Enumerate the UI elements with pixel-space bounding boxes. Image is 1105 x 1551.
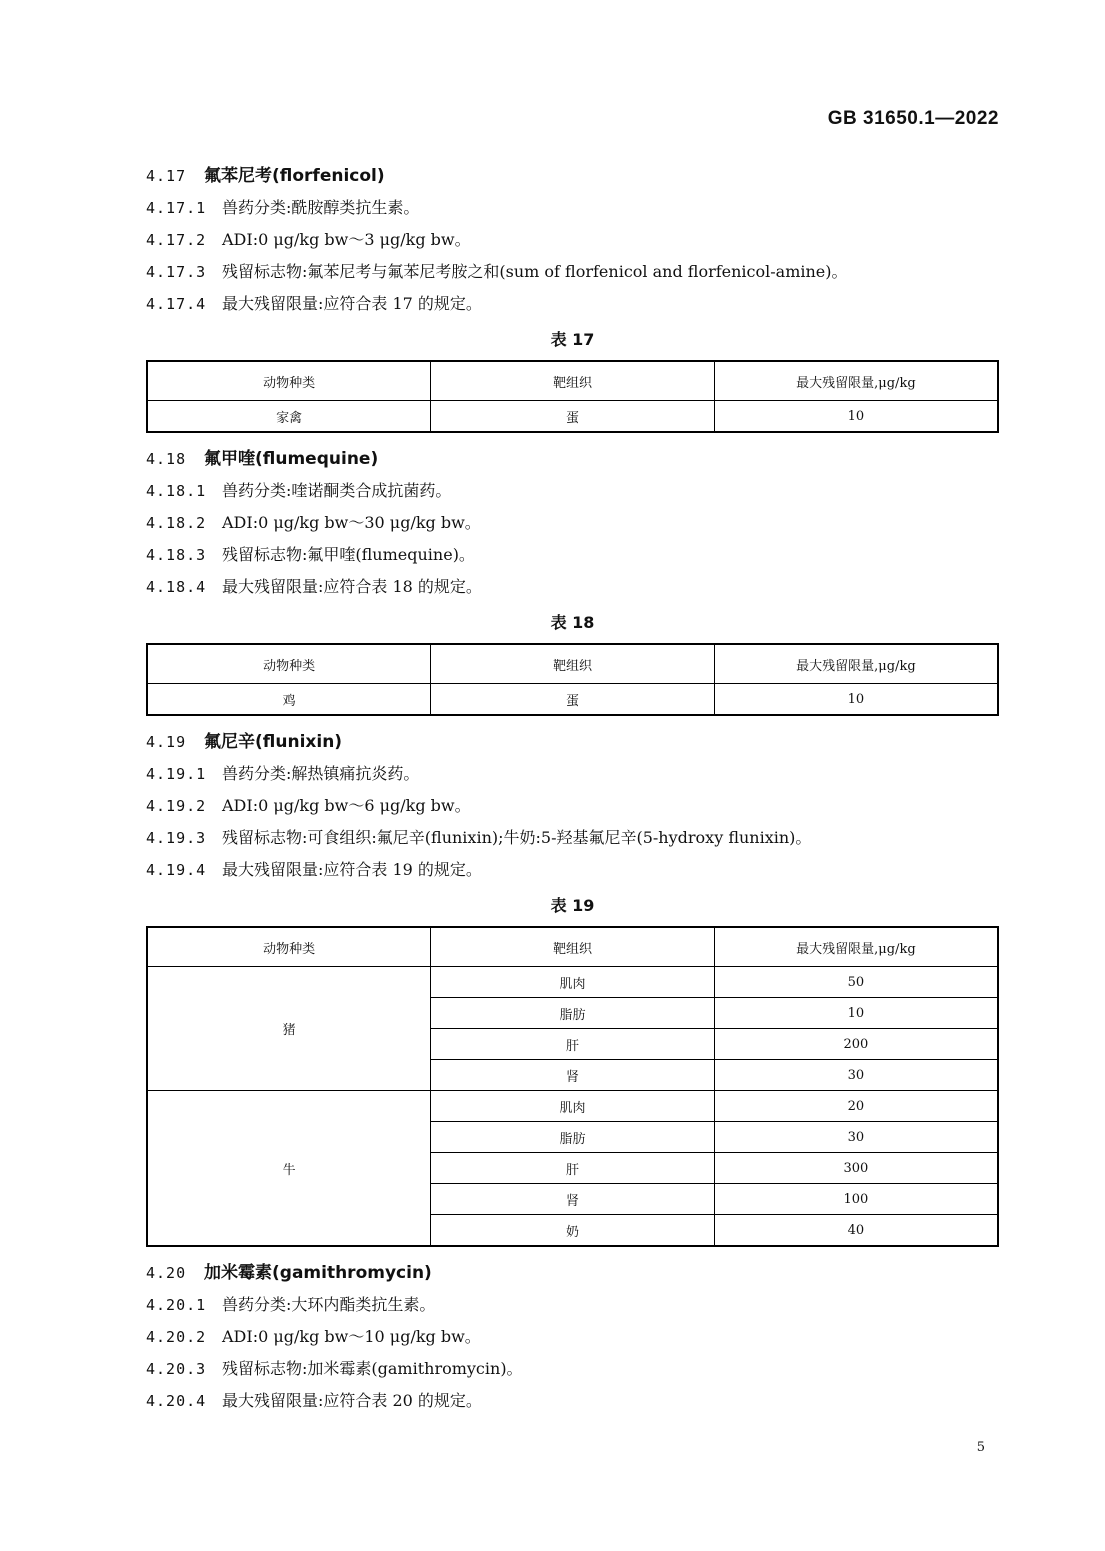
clause [146, 790, 999, 822]
clause-number: 4.20.2 [146, 1328, 207, 1346]
clause [146, 539, 999, 571]
clause [146, 507, 999, 539]
table-caption: 表 18 [550, 613, 595, 632]
clause-number: 4.19.3 [146, 829, 207, 847]
clause-text: 兽药分类:解热镇痛抗炎药。 [222, 764, 420, 783]
clause-text: 残留标志物:氟甲喹(flumequine)。 [222, 545, 475, 564]
section-number: 4.20 [146, 1264, 187, 1282]
clause-text: 残留标志物:氟苯尼考与氟苯尼考胺之和(sum of florfenicol and florfenicol-amine)。 [222, 262, 848, 281]
cell-tissue: 脂肪 [431, 1122, 715, 1153]
table-caption: 表 17 [550, 330, 595, 349]
clause [146, 1385, 999, 1417]
section-title: 氟甲喹(flumequine) [204, 449, 379, 469]
clause-number: 4.20.1 [146, 1296, 207, 1314]
table-row [147, 967, 998, 998]
column-header-limit: 最大残留限量,μg/kg [714, 361, 998, 401]
clause [146, 192, 999, 224]
cell-limit: 10 [714, 684, 998, 716]
table-header-row [147, 361, 998, 401]
section-heading [146, 443, 999, 475]
column-header-limit: 最大残留限量,μg/kg [714, 927, 998, 967]
cell-tissue: 蛋 [431, 401, 715, 433]
mrl-table-19 [146, 926, 999, 1247]
cell-limit: 10 [714, 998, 998, 1029]
column-header-tissue: 靶组织 [431, 361, 715, 401]
clause-text: 兽药分类:酰胺醇类抗生素。 [222, 198, 420, 217]
clause [146, 475, 999, 507]
clause-text: 最大残留限量:应符合表 18 的规定。 [222, 577, 482, 596]
cell-animal: 家禽 [147, 401, 431, 433]
cell-tissue: 肝 [431, 1153, 715, 1184]
cell-animal: 鸡 [147, 684, 431, 716]
clause-number: 4.18.3 [146, 546, 207, 564]
clause [146, 256, 999, 288]
clause-number: 4.19.4 [146, 861, 207, 879]
section-heading [146, 1257, 999, 1289]
clause [146, 758, 999, 790]
cell-limit: 200 [714, 1029, 998, 1060]
clause-number: 4.19.2 [146, 797, 207, 815]
section-title: 氟苯尼考(florfenicol) [204, 166, 385, 186]
table-header-row [147, 644, 998, 684]
section-number: 4.17 [146, 167, 187, 185]
clause-text: 残留标志物:加米霉素(gamithromycin)。 [222, 1359, 523, 1378]
clause-text: 兽药分类:大环内酯类抗生素。 [222, 1295, 436, 1314]
clause-number: 4.17.4 [146, 295, 207, 313]
clause [146, 822, 999, 854]
table-header-row [147, 927, 998, 967]
cell-limit: 100 [714, 1184, 998, 1215]
mrl-table-18 [146, 643, 999, 716]
clause [146, 571, 999, 603]
clause-number: 4.18.1 [146, 482, 207, 500]
cell-animal: 牛 [147, 1091, 431, 1247]
cell-limit: 30 [714, 1122, 998, 1153]
column-header-animal: 动物种类 [147, 361, 431, 401]
clause-text: ADI:0 μg/kg bw～3 μg/kg bw。 [222, 230, 471, 249]
clause-number: 4.20.3 [146, 1360, 207, 1378]
clause-number: 4.19.1 [146, 765, 207, 783]
clause-text: ADI:0 μg/kg bw～6 μg/kg bw。 [222, 796, 471, 815]
clause-number: 4.18.4 [146, 578, 207, 596]
cell-limit: 50 [714, 967, 998, 998]
table-caption: 表 19 [550, 896, 595, 915]
clause-text: 最大残留限量:应符合表 20 的规定。 [222, 1391, 482, 1410]
clause [146, 1321, 999, 1353]
section-heading [146, 726, 999, 758]
document-body [146, 160, 999, 1417]
page-number: 5 [976, 1440, 985, 1455]
cell-limit: 300 [714, 1153, 998, 1184]
section-title: 加米霉素(gamithromycin) [204, 1263, 432, 1283]
section-number: 4.19 [146, 733, 187, 751]
cell-tissue: 肾 [431, 1184, 715, 1215]
standard-code: GB 31650.1—2022 [827, 108, 999, 129]
mrl-table-17 [146, 360, 999, 433]
cell-limit: 40 [714, 1215, 998, 1247]
clause-text: ADI:0 μg/kg bw～30 μg/kg bw。 [222, 513, 481, 532]
cell-tissue: 脂肪 [431, 998, 715, 1029]
clause [146, 224, 999, 256]
cell-tissue: 肝 [431, 1029, 715, 1060]
section-number: 4.18 [146, 450, 187, 468]
clause-number: 4.18.2 [146, 514, 207, 532]
cell-limit: 20 [714, 1091, 998, 1122]
clause [146, 854, 999, 886]
cell-limit: 30 [714, 1060, 998, 1091]
clause [146, 288, 999, 320]
cell-limit: 10 [714, 401, 998, 433]
clause-text: 最大残留限量:应符合表 17 的规定。 [222, 294, 482, 313]
section-heading [146, 160, 999, 192]
cell-animal: 猪 [147, 967, 431, 1091]
clause-number: 4.17.3 [146, 263, 207, 281]
table-row [147, 1091, 998, 1122]
cell-tissue: 奶 [431, 1215, 715, 1247]
clause-text: 兽药分类:喹诺酮类合成抗菌药。 [222, 481, 452, 500]
column-header-tissue: 靶组织 [431, 927, 715, 967]
cell-tissue: 肌肉 [431, 967, 715, 998]
column-header-limit: 最大残留限量,μg/kg [714, 644, 998, 684]
cell-tissue: 肌肉 [431, 1091, 715, 1122]
column-header-tissue: 靶组织 [431, 644, 715, 684]
column-header-animal: 动物种类 [147, 644, 431, 684]
clause-number: 4.17.2 [146, 231, 207, 249]
cell-tissue: 肾 [431, 1060, 715, 1091]
column-header-animal: 动物种类 [147, 927, 431, 967]
clause-number: 4.20.4 [146, 1392, 207, 1410]
clause-text: 残留标志物:可食组织:氟尼辛(flunixin);牛奶:5-羟基氟尼辛(5-hydroxy flunixin)。 [222, 828, 812, 847]
clause [146, 1353, 999, 1385]
clause-number: 4.17.1 [146, 199, 207, 217]
table-row [147, 684, 998, 716]
clause-text: ADI:0 μg/kg bw～10 μg/kg bw。 [222, 1327, 481, 1346]
table-row [147, 401, 998, 433]
clause-text: 最大残留限量:应符合表 19 的规定。 [222, 860, 482, 879]
cell-tissue: 蛋 [431, 684, 715, 716]
section-title: 氟尼辛(flunixin) [204, 732, 343, 752]
clause [146, 1289, 999, 1321]
